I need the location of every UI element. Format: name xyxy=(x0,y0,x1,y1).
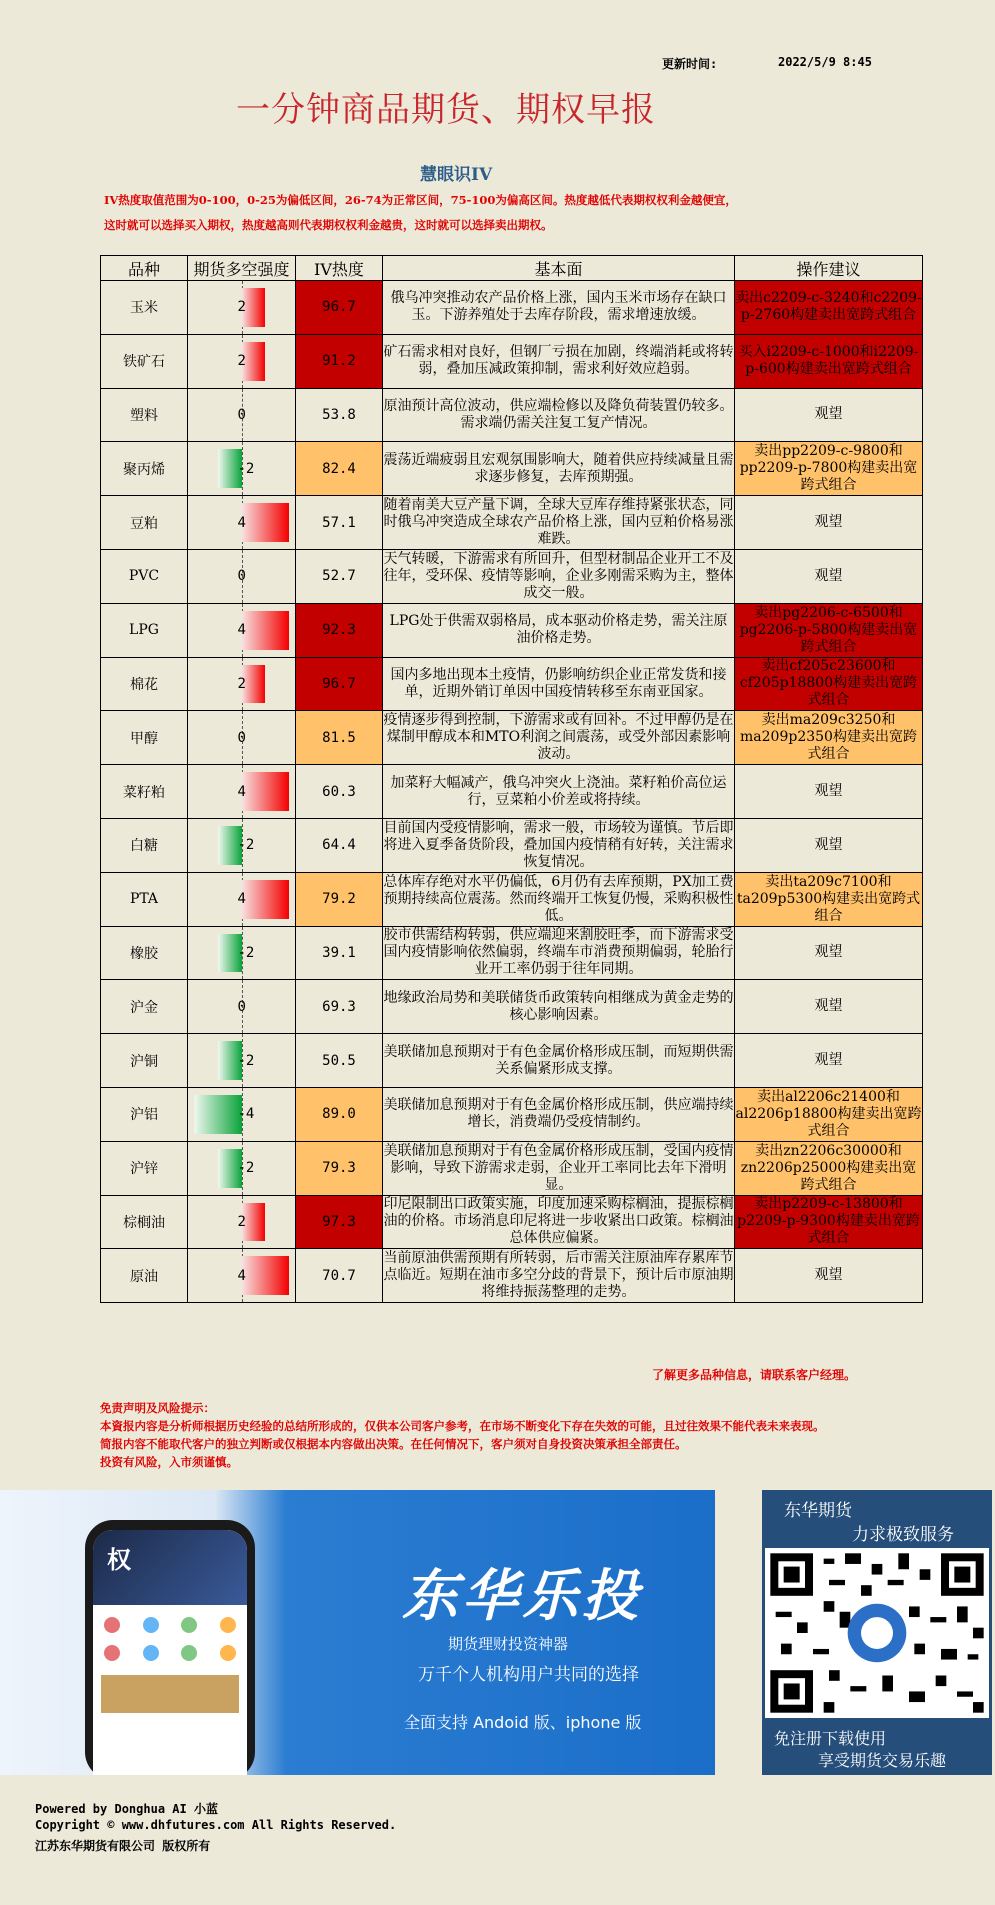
table-row xyxy=(101,549,923,603)
fundamentals: 疫情逐步得到控制，下游需求或有回补。不过甲醇仍是在煤制甲醇成本和MTO利润之间震荡，或受外部因素影响波动。 xyxy=(383,711,735,765)
strength-value: 2 xyxy=(237,299,246,316)
strength-value: -4 xyxy=(237,1106,255,1123)
strength-value: 0 xyxy=(237,998,246,1015)
commodity-name: 橡胶 xyxy=(101,926,188,980)
commodity-name: 棕榈油 xyxy=(101,1195,188,1249)
strength-bar-positive xyxy=(242,611,289,650)
table-row xyxy=(101,334,923,388)
strength-cell xyxy=(188,1034,296,1088)
advice: 观望 xyxy=(735,926,923,980)
fundamentals: 美联储加息预期对于有色金属价格形成压制，供应端持续增长，消费端仍受疫情制约。 xyxy=(383,1087,735,1141)
commodity-name: 玉米 xyxy=(101,281,188,335)
table-row xyxy=(101,711,923,765)
disclaimer-title: 免责声明及风险提示： xyxy=(100,1401,215,1415)
fundamentals: 胶市供需结构转弱，供应端迎来割胶旺季，而下游需求受国内疫情影响依然偏弱，终端车市消费预期偏弱，轮胎行业开工率仍弱于往年同期。 xyxy=(383,926,735,980)
strength-value: 2 xyxy=(237,1213,246,1230)
table-row xyxy=(101,1249,923,1303)
fundamentals: 印尼限制出口政策实施，印度加速采购棕榈油，提振棕榈油的价格。市场消息印尼将进一步收紧出口政策。棕榈油总体供应偏紧。 xyxy=(383,1195,735,1249)
iv-heat: 89.0 xyxy=(296,1087,383,1141)
phone-icon-row xyxy=(93,1617,247,1633)
table-header-row xyxy=(101,256,923,281)
table-row xyxy=(101,657,923,711)
strength-value: -2 xyxy=(237,944,255,961)
iv-heat: 96.7 xyxy=(296,657,383,711)
iv-heat: 39.1 xyxy=(296,926,383,980)
strength-cell xyxy=(188,1195,296,1249)
table-row xyxy=(101,388,923,442)
table-row xyxy=(101,1195,923,1249)
advice: 卖出al2206c21400和al2206p18800构建卖出宽跨式组合 xyxy=(735,1087,923,1141)
commodity-name: LPG xyxy=(101,603,188,657)
commodity-name: PTA xyxy=(101,872,188,926)
iv-heat: 70.7 xyxy=(296,1249,383,1303)
fundamentals: 加菜籽大幅减产，俄乌冲突火上浇油。菜籽粕价高位运行，豆菜粕小价差或将持续。 xyxy=(383,765,735,819)
iv-heat: 64.4 xyxy=(296,818,383,872)
report-table xyxy=(100,255,923,1303)
advice: 观望 xyxy=(735,496,923,550)
fundamentals: 随着南美大豆产量下调，全球大豆库存维持紧张状态，同时俄乌冲突造成全球农产品价格上涨，国内豆粕价格易涨难跌。 xyxy=(383,496,735,550)
col-header-fundamentals: 基本面 xyxy=(383,256,735,281)
iv-heat: 79.2 xyxy=(296,872,383,926)
banner-line-3: 全面支持 Andoid 版、iphone 版 xyxy=(404,1713,642,1732)
table-row xyxy=(101,1087,923,1141)
table-row xyxy=(101,765,923,819)
fundamentals: 国内多地出现本土疫情，仍影响纺织企业正常发货和接单，近期外销订单因中国疫情转移至东南亚国家。 xyxy=(383,657,735,711)
table-row xyxy=(101,1034,923,1088)
strength-cell xyxy=(188,1141,296,1195)
strength-value: 4 xyxy=(237,1267,246,1284)
strength-cell xyxy=(188,1087,296,1141)
footer-powered: Powered by Donghua AI 小蓝 xyxy=(35,1802,218,1816)
fundamentals: 震荡近端疲弱且宏观氛围影响大，随着供应持续减量且需求逐步修复，去库预期强。 xyxy=(383,442,735,496)
strength-value: 4 xyxy=(237,891,246,908)
strength-bar-negative xyxy=(194,1095,241,1134)
advice: 观望 xyxy=(735,818,923,872)
iv-heat: 79.3 xyxy=(296,1141,383,1195)
strength-value: 0 xyxy=(237,729,246,746)
fundamentals: 矿石需求相对良好，但钢厂亏损在加剧，终端消耗或将转弱，叠加压减政策抑制，需求利好效应趋弱。 xyxy=(383,334,735,388)
advice: 卖出ma209c3250和ma209p2350构建卖出宽跨式组合 xyxy=(735,711,923,765)
iv-heat: 53.8 xyxy=(296,388,383,442)
disclaimer-line-3: 投资有风险，入市须谨慎。 xyxy=(100,1455,238,1469)
strength-value: 0 xyxy=(237,406,246,423)
commodity-name: 聚丙烯 xyxy=(101,442,188,496)
commodity-name: 沪锌 xyxy=(101,1141,188,1195)
table-body xyxy=(101,281,923,1303)
commodity-name: 棉花 xyxy=(101,657,188,711)
strength-value: 2 xyxy=(237,675,246,692)
table-row xyxy=(101,926,923,980)
strength-cell xyxy=(188,765,296,819)
phone-header: 权 xyxy=(93,1530,247,1605)
advice: 观望 xyxy=(735,1249,923,1303)
fundamentals: 俄乌冲突推动农产品价格上涨，国内玉米市场存在缺口玉。下游养殖处于去库存阶段，需求增速放缓。 xyxy=(383,281,735,335)
strength-bar-positive xyxy=(242,503,289,542)
banner-line-1: 期货理财投资神器 xyxy=(448,1635,569,1653)
table-row xyxy=(101,603,923,657)
strength-cell xyxy=(188,980,296,1034)
fundamentals: 目前国内受疫情影响，需求一般，市场较为谨慎。节后即将进入夏季备货阶段，叠加国内疫情稍有好转，关注需求恢复情况。 xyxy=(383,818,735,872)
banner-line-2: 万千个人机构用户共同的选择 xyxy=(418,1665,639,1685)
advice: 观望 xyxy=(735,549,923,603)
iv-description-1: IV热度取值范围为0-100，0-25为偏低区间，26-74为正常区间，75-100为偏高区间。热度越低代表期权权利金越便宜， xyxy=(104,193,737,207)
fundamentals: 地缘政治局势和美联储货币政策转向相继成为黄金走势的核心影响因素。 xyxy=(383,980,735,1034)
table-row xyxy=(101,818,923,872)
col-header-iv: IV热度 xyxy=(296,256,383,281)
qr-note-2: 享受期货交易乐趣 xyxy=(818,1751,947,1770)
qr-slogan: 力求极致服务 xyxy=(852,1525,954,1545)
iv-heat: 96.7 xyxy=(296,281,383,335)
commodity-name: 豆粕 xyxy=(101,496,188,550)
strength-value: 0 xyxy=(237,568,246,585)
col-header-name: 品种 xyxy=(101,256,188,281)
strength-cell xyxy=(188,872,296,926)
phone-mockup xyxy=(85,1520,255,1775)
strength-cell xyxy=(188,603,296,657)
disclaimer-line-2: 简报内容不能取代客户的独立判断或仅根据本内容做出决策。在任何情况下，客户须对自身投资决策承担全部责任。 xyxy=(100,1437,687,1451)
commodity-name: 原油 xyxy=(101,1249,188,1303)
commodity-name: 塑料 xyxy=(101,388,188,442)
advice: 卖出zn2206c30000和zn2206p25000构建卖出宽跨式组合 xyxy=(735,1141,923,1195)
qr-note-1: 免注册下载使用 xyxy=(774,1729,887,1748)
advice: 观望 xyxy=(735,980,923,1034)
table-row xyxy=(101,442,923,496)
iv-heat: 52.7 xyxy=(296,549,383,603)
iv-heat: 97.3 xyxy=(296,1195,383,1249)
col-header-advice: 操作建议 xyxy=(735,256,923,281)
strength-value: 2 xyxy=(237,353,246,370)
iv-heat: 60.3 xyxy=(296,765,383,819)
strength-value: -2 xyxy=(237,460,255,477)
strength-cell xyxy=(188,496,296,550)
table-row xyxy=(101,496,923,550)
advice: 卖出ta209c7100和ta209p5300构建卖出宽跨式组合 xyxy=(735,872,923,926)
iv-description-2: 这时就可以选择买入期权，热度越高则代表期权权利金越贵，这时就可以选择卖出期权。 xyxy=(104,218,553,232)
advice: 卖出cf205c23600和cf205p18800构建卖出宽跨式组合 xyxy=(735,657,923,711)
footer-company: 江苏东华期货有限公司 版权所有 xyxy=(35,1839,211,1853)
strength-cell xyxy=(188,549,296,603)
table-row xyxy=(101,1141,923,1195)
commodity-name: 菜籽粕 xyxy=(101,765,188,819)
commodity-name: 沪铝 xyxy=(101,1087,188,1141)
update-value: 2022/5/9 8:45 xyxy=(778,55,872,69)
commodity-name: 白糖 xyxy=(101,818,188,872)
iv-heat: 57.1 xyxy=(296,496,383,550)
qr-code-icon[interactable] xyxy=(765,1548,989,1718)
fundamentals: 总体库存绝对水平仍偏低，6月仍有去库预期，PX加工费预期持续高位震荡。然而终端开工恢复仍慢，采购积极性低。 xyxy=(383,872,735,926)
commodity-name: PVC xyxy=(101,549,188,603)
col-header-strength: 期货多空强度 xyxy=(188,256,296,281)
app-banner[interactable] xyxy=(0,1490,715,1775)
fundamentals: LPG处于供需双弱格局，成本驱动价格走势，需关注原油价格走势。 xyxy=(383,603,735,657)
strength-cell xyxy=(188,442,296,496)
table-row xyxy=(101,872,923,926)
strength-value: -2 xyxy=(237,1160,255,1177)
strength-bar-positive xyxy=(242,880,289,919)
fundamentals: 当前原油供需预期有所转弱，后市需关注原油库存累库节点临近。短期在油市多空分歧的背景下，预计后市原油期将维持振荡整理的走势。 xyxy=(383,1249,735,1303)
banner-brand: 东华乐投 xyxy=(402,1564,642,1629)
table-row xyxy=(101,281,923,335)
strength-value: -2 xyxy=(237,837,255,854)
strength-cell xyxy=(188,1249,296,1303)
strength-value: -2 xyxy=(237,1052,255,1069)
strength-cell xyxy=(188,388,296,442)
update-label: 更新时间: xyxy=(662,57,718,71)
fundamentals: 原油预计高位波动，供应端检修以及降负荷装置仍较多。需求端仍需关注复工复产情况。 xyxy=(383,388,735,442)
strength-cell xyxy=(188,281,296,335)
iv-heat: 92.3 xyxy=(296,603,383,657)
strength-value: 4 xyxy=(237,514,246,531)
strength-cell xyxy=(188,657,296,711)
strength-value: 4 xyxy=(237,783,246,800)
strength-bar-positive xyxy=(242,772,289,811)
fundamentals: 天气转暖，下游需求有所回升，但型材制品企业开工不及往年，受环保、疫情等影响，企业多刚需采购为主，整体成交一般。 xyxy=(383,549,735,603)
more-info-text: 了解更多品种信息，请联系客户经理。 xyxy=(652,1368,857,1382)
page-subtitle: 慧眼识IV xyxy=(420,165,493,185)
strength-value: 4 xyxy=(237,622,246,639)
iv-heat: 81.5 xyxy=(296,711,383,765)
iv-heat: 82.4 xyxy=(296,442,383,496)
strength-cell xyxy=(188,926,296,980)
table-row xyxy=(101,980,923,1034)
iv-heat: 91.2 xyxy=(296,334,383,388)
page-title: 一分钟商品期货、期权早报 xyxy=(236,90,656,130)
advice: 卖出pg2206-c-6500和pg2206-p-5800构建卖出宽跨式组合 xyxy=(735,603,923,657)
strength-cell xyxy=(188,711,296,765)
commodity-name: 沪铜 xyxy=(101,1034,188,1088)
disclaimer-line-1: 本資报内容是分析师根据历史经验的总结所形成的，仅供本公司客户参考，在市场不断变化下存在失效的可能，且过往效果不能代表未来表现。 xyxy=(100,1419,825,1433)
iv-heat: 50.5 xyxy=(296,1034,383,1088)
commodity-name: 甲醇 xyxy=(101,711,188,765)
update-time xyxy=(662,55,872,72)
commodity-name: 铁矿石 xyxy=(101,334,188,388)
strength-bar-positive xyxy=(242,1256,289,1295)
qr-company: 东华期货 xyxy=(784,1501,852,1521)
qr-panel xyxy=(762,1490,992,1775)
fundamentals: 美联储加息预期对于有色金属价格形成压制，受国内疫情影响，导致下游需求走弱，企业开工率同比去年下滑明显。 xyxy=(383,1141,735,1195)
commodity-name: 沪金 xyxy=(101,980,188,1034)
footer-copyright: Copyright © www.dhfutures.com All Rights Reserved. xyxy=(35,1818,397,1832)
fundamentals: 美联储加息预期对于有色金属价格形成压制，而短期供需关系偏紧形成支撑。 xyxy=(383,1034,735,1088)
phone-card xyxy=(101,1675,239,1713)
iv-heat: 69.3 xyxy=(296,980,383,1034)
advice: 观望 xyxy=(735,1034,923,1088)
advice: 卖出p2209-c-13800和p2209-p-9300构建卖出宽跨式组合 xyxy=(735,1195,923,1249)
advice: 观望 xyxy=(735,388,923,442)
advice: 观望 xyxy=(735,765,923,819)
strength-cell xyxy=(188,818,296,872)
advice: 卖出c2209-c-3240和c2209-p-2760构建卖出宽跨式组合 xyxy=(735,281,923,335)
advice: 卖出pp2209-c-9800和pp2209-p-7800构建卖出宽跨式组合 xyxy=(735,442,923,496)
strength-cell xyxy=(188,334,296,388)
advice: 买入i2209-c-1000和i2209-p-600构建卖出宽跨式组合 xyxy=(735,334,923,388)
